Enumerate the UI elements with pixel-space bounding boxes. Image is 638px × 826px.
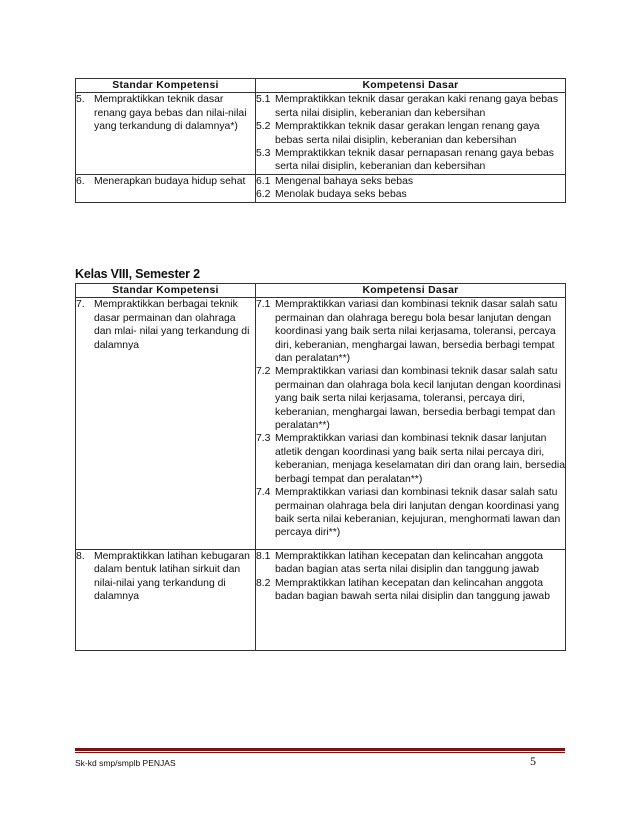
sk-cell — [76, 298, 256, 549]
kd-number: 5.1 — [256, 94, 271, 106]
footer-rule-thick — [75, 748, 565, 751]
kd-item — [256, 120, 565, 147]
table-row — [76, 93, 566, 174]
header-kompetensi-dasar: Kompetensi Dasar — [256, 284, 566, 298]
sk-text: Mempraktikkan berbagai teknik dasar permainan dan olahraga dan mlai- nilai yang terkandung di dalamnya — [94, 299, 250, 351]
table-row — [76, 174, 566, 202]
kd-cell — [256, 93, 566, 174]
sk-number: 5. — [76, 94, 85, 106]
competency-table-1 — [75, 78, 566, 203]
footer-rule-thin — [75, 752, 565, 753]
kd-number: 5.3 — [256, 148, 271, 160]
header-standar-kompetensi: Standar Kompetensi — [76, 284, 256, 298]
kd-item — [256, 486, 565, 540]
kd-number: 8.1 — [256, 550, 271, 562]
kd-item — [256, 298, 565, 365]
sk-text: Menerapkan budaya hidup sehat — [94, 175, 246, 187]
kd-cell — [256, 174, 566, 202]
competency-table-2 — [75, 283, 566, 651]
kd-text: Mempraktikkan variasi dan kombinasi teknik dasar salah satu permainan dan olahraga bola kecil lanjutan dengan koordinasi yang baik serta nilai kerjasama, toleransi, percaya diri, keberanian, menghargai lawan, bersedia berbagi tempat dan peralatan**) — [275, 366, 561, 432]
header-standar-kompetensi: Standar Kompetensi — [76, 79, 256, 93]
table-row — [76, 298, 566, 549]
kd-text: Mempraktikkan latihan kecepatan dan kelincahan anggota badan bagian atas serta nilai disiplin dan tanggung jawab — [275, 550, 544, 576]
kd-number: 7.2 — [256, 366, 271, 378]
kd-item — [256, 188, 565, 201]
sk-number: 8. — [76, 550, 85, 562]
kd-number: 6.1 — [256, 175, 271, 187]
sk-text: Mempraktikkan latihan kebugaran dalam bentuk latihan sirkuit dan nilai-nilai yang terkandung di dalamnya — [94, 550, 250, 602]
kd-text: Mempraktikkan variasi dan kombinasi teknik dasar salah satu permainan dan olahraga beregu bola besar lanjutan dengan koordinasi yang baik serta nilai kerjasama, toleransi, percaya diri, keberanian, menghargai lawan, bersedia berbagi tempat dan peralatan**) — [275, 299, 558, 365]
footer-document-label: Sk-kd smp/smplb PENJAS — [75, 758, 176, 768]
sk-entry — [76, 93, 255, 133]
kd-number: 6.2 — [256, 189, 271, 201]
page-number: 5 — [530, 754, 536, 768]
kd-text: Mempraktikkan teknik dasar gerakan lengan renang gaya bebas serta nilai disiplin, keberanian dan kebersihan — [275, 121, 540, 146]
kd-item — [256, 175, 565, 188]
kd-item — [256, 365, 565, 432]
sk-cell — [76, 549, 256, 650]
sk-cell — [76, 93, 256, 174]
kd-cell — [256, 549, 566, 650]
sk-cell — [76, 174, 256, 202]
kd-number: 5.2 — [256, 121, 271, 133]
sk-entry — [76, 298, 255, 352]
kd-item — [256, 147, 565, 174]
section-title: Kelas VIII, Semester 2 — [75, 267, 200, 281]
kd-item — [256, 93, 565, 120]
kd-number: 8.2 — [256, 577, 271, 589]
sk-number: 6. — [76, 175, 85, 187]
kd-text: Mempraktikkan teknik dasar gerakan kaki renang gaya bebas serta nilai disiplin, keberanian dan kebersihan — [275, 94, 559, 119]
table-header-row — [76, 284, 566, 298]
kd-text: Mempraktikkan teknik dasar pernapasan renang gaya bebas serta nilai disiplin, keberanian dan kebersihan — [275, 148, 554, 173]
kd-cell — [256, 298, 566, 549]
sk-number: 7. — [76, 299, 85, 311]
kd-item — [256, 432, 565, 486]
sk-entry — [76, 550, 255, 604]
kd-number: 7.3 — [256, 433, 271, 445]
kd-number: 7.4 — [256, 487, 271, 499]
table-header-row — [76, 79, 566, 93]
kd-text: Mengenal bahaya seks bebas — [275, 175, 414, 187]
sk-text: Mempraktikkan teknik dasar renang gaya bebas dan nilai-nilai yang terkandung di dalamnya*) — [94, 94, 247, 133]
table-row — [76, 549, 566, 650]
sk-entry — [76, 175, 255, 188]
kd-item — [256, 550, 565, 577]
kd-text: Mempraktikkan variasi dan kombinasi teknik dasar salah satu permainan olahraga bela diri lanjutan dengan koordinasi yang baik serta nilai keberanian, kejujuran, menghormati lawan dan percaya diri**) — [275, 487, 561, 539]
kd-text: Mempraktikkan variasi dan kombinasi teknik dasar lanjutan atletik dengan koordinasi yang baik serta nilai percaya diri, keberanian, menjaga keselamatan diri dan orang lain, bersedia berbagi tempat dan peralatan**) — [275, 433, 565, 485]
kd-item — [256, 577, 565, 604]
header-kompetensi-dasar: Kompetensi Dasar — [256, 79, 566, 93]
kd-text: Mempraktikkan latihan kecepatan dan kelincahan anggota badan bagian bawah serta nilai disiplin dan tanggung jawab — [275, 577, 550, 602]
kd-text: Menolak budaya seks bebas — [275, 189, 407, 201]
kd-number: 7.1 — [256, 299, 271, 311]
